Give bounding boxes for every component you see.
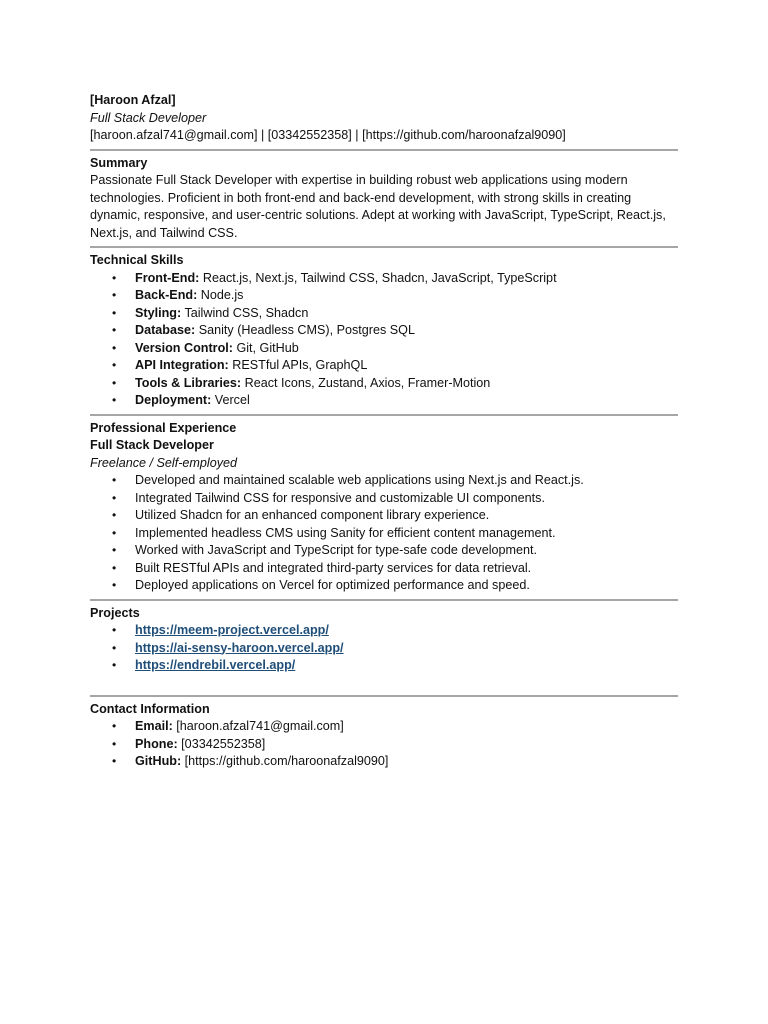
skill-item [90, 357, 678, 375]
experience-heading: Professional Experience [90, 420, 237, 435]
bullet-icon: • [112, 623, 117, 637]
skill-value: Node.js [197, 288, 244, 302]
bullet-icon: • [112, 393, 117, 407]
experience-list [90, 472, 678, 595]
contact-list [90, 718, 678, 771]
section-divider [90, 149, 678, 151]
skill-label: Front-End: [135, 270, 200, 285]
bullet-icon: • [112, 736, 117, 751]
experience-item [90, 472, 678, 490]
experience-item [90, 507, 678, 525]
project-link-endrebil[interactable]: https://endrebil.vercel.app/ [135, 658, 296, 672]
projects-heading: Projects [90, 605, 140, 620]
contact-item [90, 753, 678, 771]
skill-value: React Icons, Zustand, Axios, Framer-Motion [241, 375, 491, 390]
skill-value: Sanity (Headless CMS), Postgres SQL [195, 323, 415, 337]
bullet-icon: • [112, 560, 117, 575]
experience-item [90, 560, 678, 578]
bullet-icon: • [112, 543, 117, 557]
bullet-icon: • [112, 508, 117, 522]
skill-item [90, 340, 678, 358]
bullet-icon: • [112, 719, 117, 733]
project-link-meem[interactable]: https://meem-project.vercel.app/ [135, 623, 329, 637]
project-link-ai-sensy[interactable]: https://ai-sensy-haroon.vercel.app/ [135, 640, 344, 655]
bullet-icon: • [112, 473, 117, 487]
skill-item [90, 375, 678, 393]
candidate-name: [Haroon Afzal] [90, 93, 176, 107]
resume-content [90, 92, 678, 771]
experience-text: Developed and maintained scalable web applications using Next.js and React.js. [135, 473, 584, 487]
projects-list [90, 622, 678, 675]
experience-text: Implemented headless CMS using Sanity for efficient content management. [135, 525, 556, 540]
section-divider [90, 599, 678, 601]
section-divider [90, 414, 678, 416]
experience-text: Built RESTful APIs and integrated third-party services for data retrieval. [135, 560, 532, 575]
bullet-icon: • [112, 754, 117, 768]
contact-label: Phone: [135, 736, 178, 751]
skill-value: Git, GitHub [232, 340, 299, 355]
contact-value: [03342552358] [177, 736, 266, 751]
bullet-icon: • [112, 490, 117, 505]
experience-item [90, 490, 678, 508]
bullet-icon: • [112, 375, 117, 390]
experience-item [90, 577, 678, 595]
skill-value: Tailwind CSS, Shadcn [181, 305, 309, 320]
skill-label: Deployment: [135, 393, 212, 407]
bullet-icon: • [112, 640, 117, 655]
skills-list [90, 270, 678, 410]
spacer [90, 675, 678, 691]
summary-heading: Summary [90, 155, 148, 170]
skill-label: Back-End: [135, 288, 198, 302]
skill-item [90, 287, 678, 305]
skill-label: Styling: [135, 305, 182, 320]
skill-item [90, 305, 678, 323]
contact-line: [haroon.afzal741@gmail.com] | [03342552358] | [https://github.com/haroonafzal9090] [90, 128, 566, 142]
skill-label: Database: [135, 323, 196, 337]
section-divider [90, 246, 678, 248]
experience-employer: Freelance / Self-employed [90, 455, 237, 470]
experience-text: Integrated Tailwind CSS for responsive and customizable UI components. [135, 490, 545, 505]
contact-label: Email: [135, 719, 173, 733]
contact-value: [https://github.com/haroonafzal9090] [181, 754, 389, 768]
contact-item [90, 736, 678, 754]
contact-value: [haroon.afzal741@gmail.com] [172, 719, 344, 733]
experience-item [90, 525, 678, 543]
section-divider [90, 695, 678, 697]
summary-text: Passionate Full Stack Developer with expertise in building robust web applications using modern technologies. Proficient in both front-end and back-end development, with strong skills in creating dynamic, responsive, and user-centric solutions. Adept at working with JavaScript, TypeScript, React.js, Next.js, and Tailwind CSS. [90, 173, 666, 240]
project-item [90, 640, 678, 658]
bullet-icon: • [112, 270, 117, 285]
experience-text: Worked with JavaScript and TypeScript for type-safe code development. [135, 543, 538, 557]
contact-heading: Contact Information [90, 701, 210, 716]
skill-value: React.js, Next.js, Tailwind CSS, Shadcn, JavaScript, TypeScript [199, 270, 557, 285]
bullet-icon: • [112, 340, 117, 355]
skill-label: API Integration: [135, 358, 229, 372]
skill-value: Vercel [211, 393, 250, 407]
experience-item [90, 542, 678, 560]
bullet-icon: • [112, 288, 117, 302]
experience-role: Full Stack Developer [90, 438, 214, 452]
project-item [90, 622, 678, 640]
skill-value: RESTful APIs, GraphQL [228, 358, 368, 372]
job-title: Full Stack Developer [90, 110, 207, 125]
bullet-icon: • [112, 578, 117, 592]
skill-item [90, 270, 678, 288]
project-item [90, 657, 678, 675]
skill-label: Version Control: [135, 340, 233, 355]
skill-label: Tools & Libraries: [135, 375, 242, 390]
bullet-icon: • [112, 358, 117, 372]
contact-label: GitHub: [135, 754, 182, 768]
experience-text: Deployed applications on Vercel for optimized performance and speed. [135, 578, 530, 592]
bullet-icon: • [112, 658, 117, 672]
skills-heading: Technical Skills [90, 253, 184, 267]
bullet-icon: • [112, 323, 117, 337]
bullet-icon: • [112, 305, 117, 320]
contact-item [90, 718, 678, 736]
experience-text: Utilized Shadcn for an enhanced component library experience. [135, 508, 490, 522]
bullet-icon: • [112, 525, 117, 540]
skill-item [90, 392, 678, 410]
skill-item [90, 322, 678, 340]
